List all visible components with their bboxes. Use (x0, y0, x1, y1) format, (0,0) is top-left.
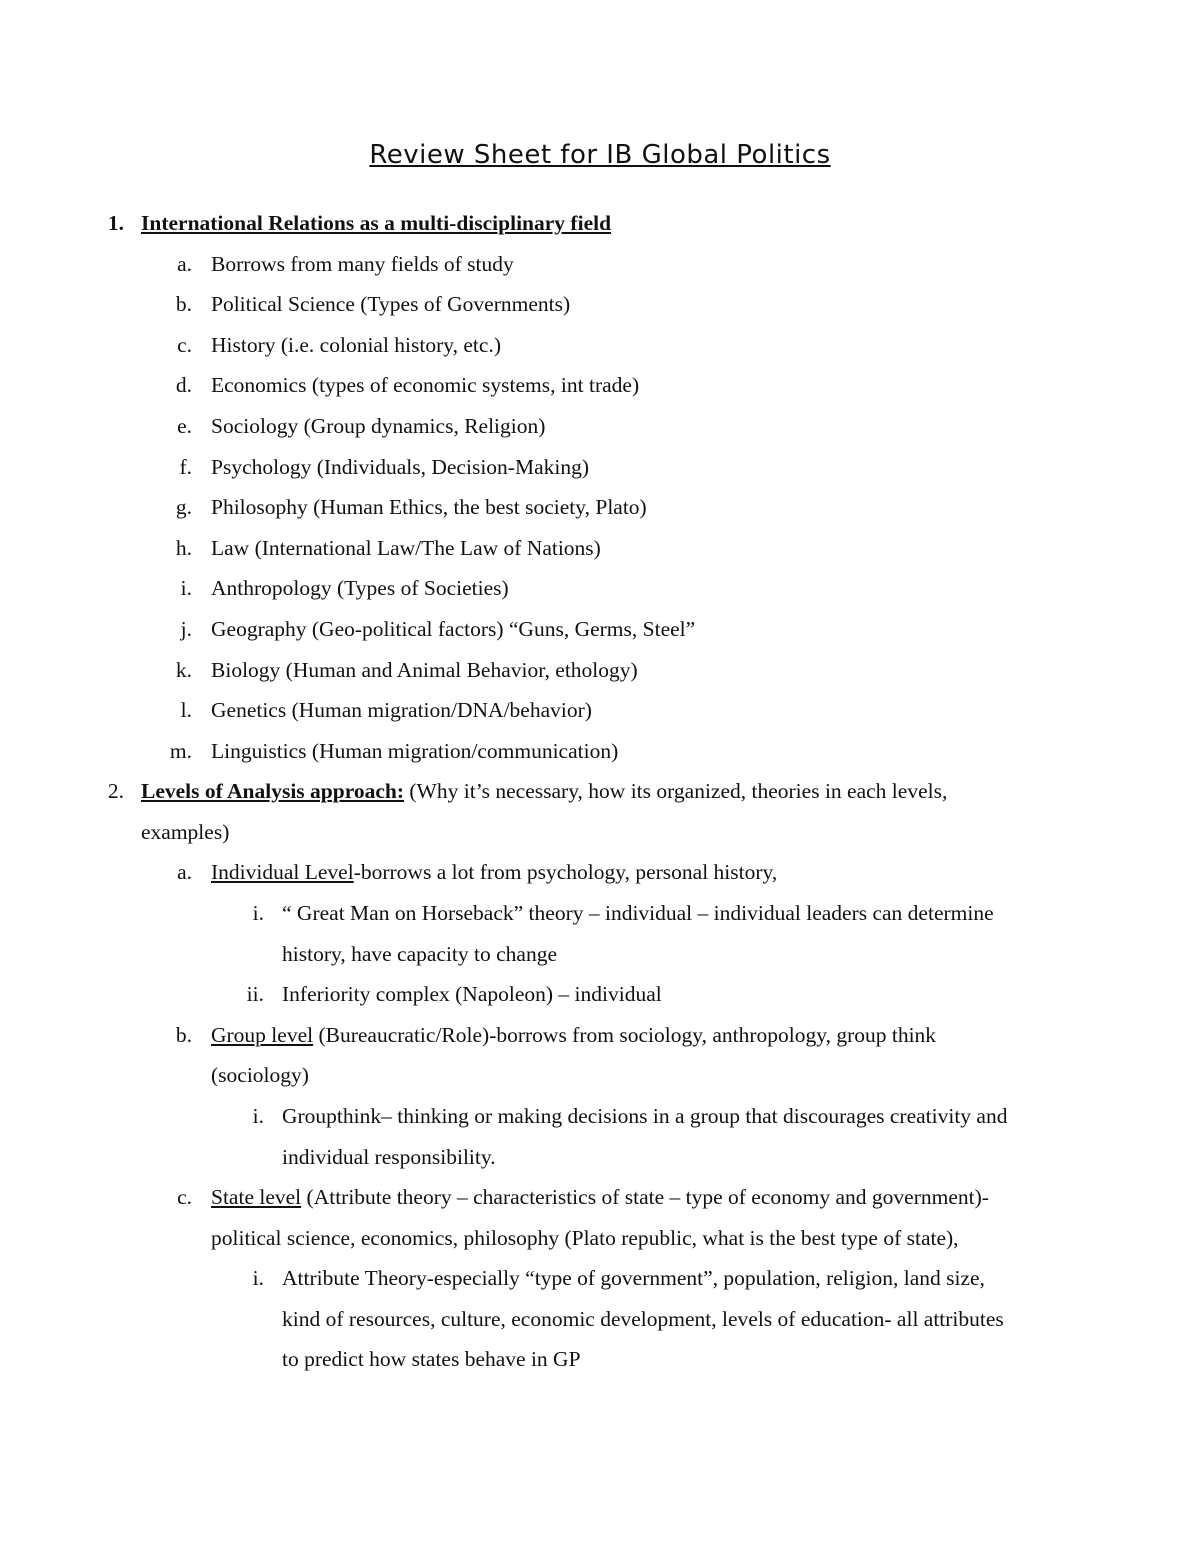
list-item: Law (International Law/The Law of Nations) (211, 536, 601, 560)
list-marker: a. (177, 860, 192, 884)
list-item: Anthropology (Types of Societies) (211, 576, 509, 600)
list-item-continued: political science, economics, philosophy (Plato republic, what is the best type of state), (211, 1226, 959, 1250)
list-marker: c. (177, 1185, 192, 1209)
list-item: Economics (types of economic systems, int trade) (211, 373, 640, 397)
sub-item: Groupthink– thinking or making decisions in a group that discourages creativity and (282, 1104, 1008, 1128)
list-marker: f. (179, 455, 192, 479)
list-item-continued: (sociology) (211, 1063, 309, 1087)
sub-item-continued: individual responsibility. (282, 1145, 496, 1169)
sub-marker: ii. (246, 982, 264, 1006)
list-item: Genetics (Human migration/DNA/behavior) (211, 698, 592, 722)
list-item: Psychology (Individuals, Decision-Making) (211, 455, 589, 479)
sub-item: Inferiority complex (Napoleon) – individual (282, 982, 662, 1006)
list-item: Group level (Bureaucratic/Role)-borrows from sociology, anthropology, group think (211, 1023, 937, 1047)
list-item: Borrows from many fields of study (211, 252, 514, 276)
section-number: 1. (107, 211, 124, 235)
list-marker: g. (175, 495, 192, 519)
list-marker: l. (180, 698, 192, 722)
list-item: History (i.e. colonial history, etc.) (211, 333, 501, 357)
sub-item-continued: to predict how states behave in GP (282, 1347, 581, 1371)
list-marker: m. (169, 739, 192, 763)
list-marker: k. (175, 658, 192, 682)
sub-item: Attribute Theory-especially “type of government”, population, religion, land size, (282, 1266, 985, 1290)
list-marker: e. (177, 414, 192, 438)
section-intro: (Why it’s necessary, how its organized, theories in each levels, (404, 779, 948, 803)
sub-marker: i. (252, 1104, 264, 1128)
document-title: Review Sheet for IB Global Politics (369, 140, 831, 170)
section-heading: Levels of Analysis approach: (141, 779, 405, 803)
section-intro-continued: examples) (141, 820, 230, 844)
list-item: Biology (Human and Animal Behavior, ethology) (211, 658, 638, 682)
sub-item-continued: kind of resources, culture, economic development, levels of education- all attributes (282, 1307, 1004, 1331)
level-label: Group level (211, 1023, 314, 1047)
list-item: Philosophy (Human Ethics, the best society, Plato) (211, 495, 647, 519)
list-marker: h. (175, 536, 192, 560)
list-marker: b. (175, 1023, 192, 1047)
level-label: Individual Level (211, 860, 354, 884)
list-item: Sociology (Group dynamics, Religion) (211, 414, 546, 438)
list-item: Geography (Geo-political factors) “Guns, Germs, Steel” (211, 617, 696, 641)
list-marker: i. (180, 576, 192, 600)
sub-item-continued: history, have capacity to change (282, 942, 558, 966)
list-marker: c. (177, 333, 192, 357)
list-item: Linguistics (Human migration/communication) (211, 739, 619, 763)
level-label: State level (211, 1185, 302, 1209)
section-2-line (141, 781, 947, 803)
list-item: State level (Attribute theory – characteristics of state – type of economy and government)- (211, 1185, 989, 1209)
list-marker: b. (175, 292, 192, 316)
list-item: Individual Level-borrows a lot from psychology, personal history, (211, 860, 778, 884)
sub-marker: i. (252, 901, 264, 925)
section-heading: International Relations as a multi-disciplinary field (141, 211, 612, 235)
sub-item: “ Great Man on Horseback” theory – individual – individual leaders can determine (282, 901, 994, 925)
list-marker: a. (177, 252, 192, 276)
section-number: 2. (107, 779, 124, 803)
list-marker: d. (175, 373, 192, 397)
list-marker: j. (180, 617, 192, 641)
list-item: Political Science (Types of Governments) (211, 292, 571, 316)
sub-marker: i. (252, 1266, 264, 1290)
